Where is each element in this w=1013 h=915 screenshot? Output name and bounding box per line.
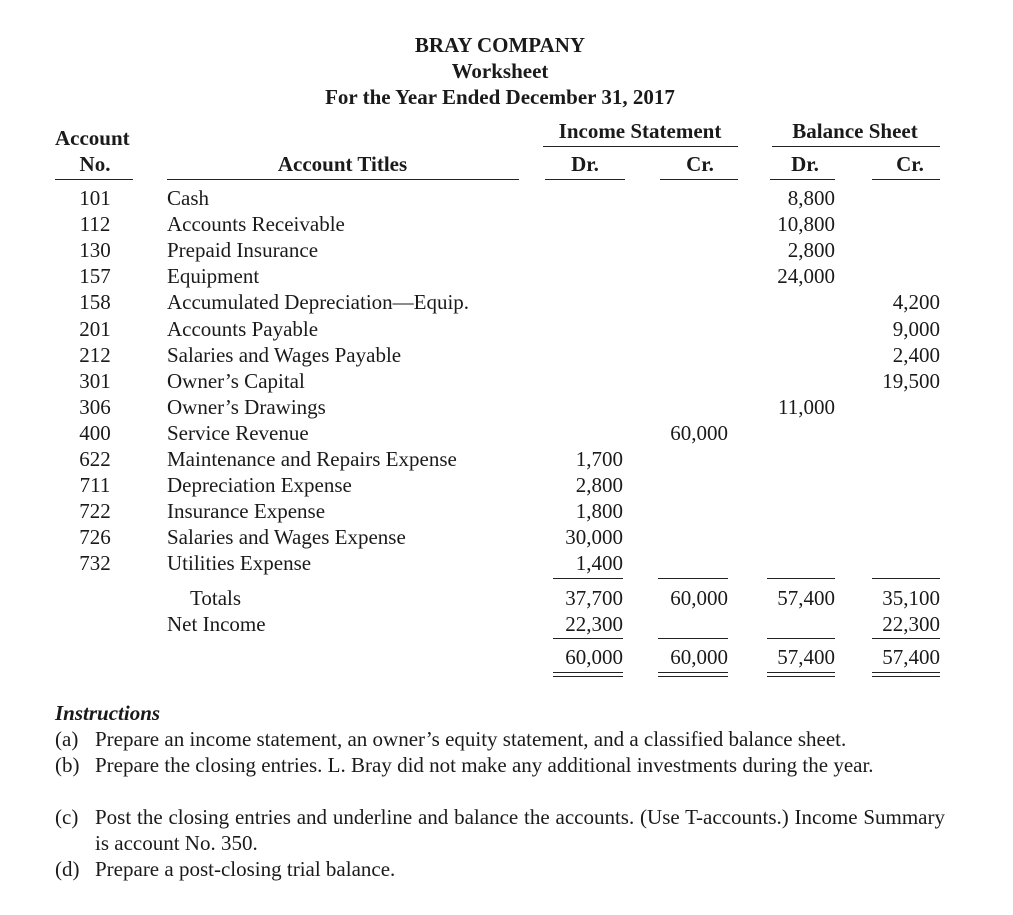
bs-cr-value: 2,400 (892, 343, 940, 367)
bs-dr-double-rule-2 (767, 676, 835, 677)
net-income-is-dr: 22,300 (565, 612, 623, 636)
bs-cr-underline (872, 179, 940, 180)
instruction-a (55, 726, 945, 752)
bs-cr-double-rule-2 (872, 676, 940, 677)
account-titles-header: Account Titles (277, 152, 408, 176)
account-no: 722 (79, 499, 111, 523)
is-dr-value: 1,400 (575, 551, 623, 575)
final-bs-cr: 57,400 (882, 645, 940, 669)
account-no: 201 (79, 317, 111, 341)
account-title: Salaries and Wages Payable (167, 343, 402, 367)
is-dr-double-rule-1 (553, 672, 623, 673)
is-dr-value: 1,700 (575, 447, 623, 471)
account-title: Accumulated Depreciation—Equip. (167, 290, 470, 314)
period-title: For the Year Ended December 31, 2017 (325, 85, 675, 109)
is-cr-total-rule (658, 578, 728, 579)
instruction-text: Post the closing entries and underline and balance the accounts. (Use T-accounts.) Income Summary is account No. 350. (95, 805, 945, 855)
account-title: Insurance Expense (167, 499, 326, 523)
account-title: Owner’s Drawings (167, 395, 326, 419)
account-title: Equipment (167, 264, 260, 288)
account-no: 622 (79, 447, 111, 471)
bs-cr-value: 4,200 (892, 290, 940, 314)
account-title: Utilities Expense (167, 551, 312, 575)
account-title: Salaries and Wages Expense (167, 525, 406, 549)
instruction-label: (c) (55, 805, 79, 829)
instructions-heading: Instructions (55, 701, 161, 725)
instruction-label: (a) (55, 727, 79, 751)
bs-cr-final-rule (872, 638, 940, 639)
bs-cr-double-rule-1 (872, 672, 940, 673)
account-titles-underline (167, 179, 519, 180)
bs-cr-value: 9,000 (892, 317, 940, 341)
final-is-cr: 60,000 (670, 645, 728, 669)
company-name: BRAY COMPANY (414, 33, 586, 57)
account-title: Service Revenue (167, 421, 309, 445)
account-no: 158 (79, 290, 111, 314)
income-statement-underline (543, 146, 738, 147)
document-title: Worksheet (451, 59, 549, 83)
account-title: Prepaid Insurance (167, 238, 319, 262)
income-statement-header: Income Statement (558, 119, 722, 143)
final-bs-dr: 57,400 (777, 645, 835, 669)
is-cr-double-rule-2 (658, 676, 728, 677)
account-title: Maintenance and Repairs Expense (167, 447, 457, 471)
totals-is-dr: 37,700 (565, 586, 623, 610)
account-no: 112 (79, 212, 111, 236)
is-cr-double-rule-1 (658, 672, 728, 673)
account-title: Cash (167, 186, 209, 210)
is-dr-underline (545, 179, 625, 180)
is-dr-total-rule (553, 578, 623, 579)
totals-label: Totals (190, 586, 242, 610)
instruction-d (55, 856, 945, 882)
account-header-line1: Account (55, 126, 130, 150)
account-no: 726 (79, 525, 111, 549)
instruction-b (55, 752, 945, 778)
account-title: Owner’s Capital (167, 369, 305, 393)
is-dr-value: 1,800 (575, 499, 623, 523)
instruction-text: Prepare the closing entries. L. Bray did not make any additional investments during the year. (95, 753, 874, 777)
account-title: Accounts Receivable (167, 212, 345, 236)
final-is-dr: 60,000 (565, 645, 623, 669)
is-dr-header: Dr. (571, 152, 599, 176)
bs-dr-value: 11,000 (778, 395, 835, 419)
instruction-text: Prepare a post-closing trial balance. (95, 857, 396, 881)
account-no: 732 (79, 551, 111, 575)
account-title: Depreciation Expense (167, 473, 352, 497)
bs-dr-total-rule (767, 578, 835, 579)
bs-dr-underline (770, 179, 835, 180)
is-cr-header: Cr. (686, 152, 714, 176)
account-no-underline (55, 179, 133, 180)
account-no-header: No. (79, 152, 111, 176)
account-no: 130 (79, 238, 111, 262)
bs-dr-value: 8,800 (787, 186, 835, 210)
account-title: Accounts Payable (167, 317, 319, 341)
instruction-c (55, 804, 945, 856)
net-income-label: Net Income (167, 612, 266, 636)
bs-cr-header: Cr. (896, 152, 924, 176)
bs-dr-value: 10,800 (777, 212, 835, 236)
bs-dr-header: Dr. (791, 152, 819, 176)
is-dr-value: 30,000 (565, 525, 623, 549)
account-no: 212 (79, 343, 111, 367)
totals-bs-dr: 57,400 (777, 586, 835, 610)
bs-dr-final-rule (767, 638, 835, 639)
balance-sheet-header: Balance Sheet (792, 119, 918, 143)
totals-is-cr: 60,000 (670, 586, 728, 610)
is-cr-final-rule (658, 638, 728, 639)
bs-cr-value: 19,500 (882, 369, 940, 393)
is-cr-value: 60,000 (670, 421, 728, 445)
bs-cr-total-rule (872, 578, 940, 579)
totals-bs-cr: 35,100 (882, 586, 940, 610)
account-no: 157 (79, 264, 111, 288)
account-no: 306 (79, 395, 111, 419)
net-income-bs-cr: 22,300 (882, 612, 940, 636)
is-dr-final-rule (553, 638, 623, 639)
instruction-label: (b) (55, 753, 80, 777)
instruction-label: (d) (55, 857, 80, 881)
balance-sheet-underline (772, 146, 940, 147)
bs-dr-value: 2,800 (787, 238, 835, 262)
account-no: 711 (79, 473, 111, 497)
is-cr-underline (660, 179, 738, 180)
bs-dr-value: 24,000 (777, 264, 835, 288)
is-dr-double-rule-2 (553, 676, 623, 677)
instruction-text: Prepare an income statement, an owner’s equity statement, and a classified balance sheet. (95, 727, 847, 751)
account-no: 101 (79, 186, 111, 210)
bs-dr-double-rule-1 (767, 672, 835, 673)
is-dr-value: 2,800 (575, 473, 623, 497)
account-no: 400 (79, 421, 111, 445)
account-no: 301 (79, 369, 111, 393)
